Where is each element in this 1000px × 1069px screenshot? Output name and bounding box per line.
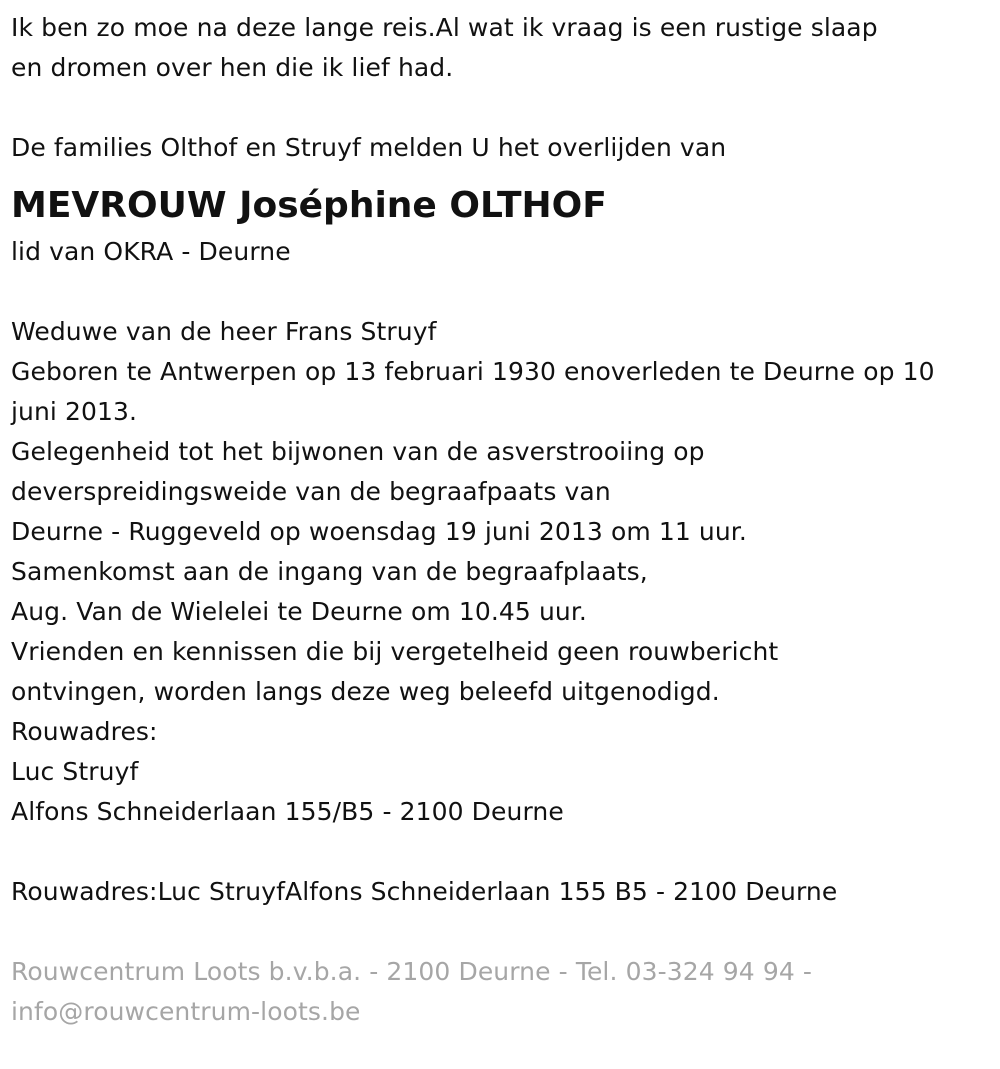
announcement-intro: De families Olthof en Struyf melden U het overlijden van: [11, 133, 727, 162]
invitation-line: Vrienden en kennissen die bij vergetelheid geen rouwbericht: [11, 637, 779, 666]
deceased-name: MEVROUW Joséphine OLTHOF: [11, 185, 607, 226]
ceremony-line: deverspreidingsweide van de begraafpaats van: [11, 477, 611, 506]
meeting-line: Samenkomst aan de ingang van de begraafplaats,: [11, 557, 648, 586]
spacer: [11, 272, 986, 312]
obituary-details: [11, 312, 986, 832]
poem-line: Ik ben zo moe na deze lange reis.Al wat ik vraag is een rustige slaap: [11, 13, 878, 42]
poem-line: en dromen over hen die ik lief had.: [11, 53, 454, 82]
membership: lid van OKRA - Deurne: [11, 237, 291, 266]
ceremony-line: Gelegenheid tot het bijwonen van de asverstrooiing op: [11, 437, 705, 466]
spacer: [11, 912, 986, 952]
birth-death-line: Geboren te Antwerpen op 13 februari 1930 enoverleden te Deurne op 10 juni 2013.: [11, 357, 935, 426]
spacer: [11, 832, 986, 872]
meeting-line: Aug. Van de Wielelei te Deurne om 10.45 uur.: [11, 597, 587, 626]
address-name: Luc Struyf: [11, 757, 139, 786]
address-label: Rouwadres:: [11, 717, 158, 746]
funeral-home-contact: Rouwcentrum Loots b.v.b.a. - 2100 Deurne - Tel. 03-324 94 94 -: [11, 957, 812, 986]
address-summary: Rouwadres:Luc StruyfAlfons Schneiderlaan 155 B5 - 2100 Deurne: [11, 877, 838, 906]
funeral-home-footer: [11, 952, 986, 1032]
funeral-home-email[interactable]: info@rouwcentrum-loots.be: [11, 997, 361, 1026]
poem: [11, 8, 986, 88]
ceremony-line: Deurne - Ruggeveld op woensdag 19 juni 2013 om 11 uur.: [11, 517, 747, 546]
obituary-notice: [11, 8, 986, 1032]
spacer: [11, 88, 986, 128]
invitation-line: ontvingen, worden langs deze weg beleefd uitgenodigd.: [11, 677, 720, 706]
widow-line: Weduwe van de heer Frans Struyf: [11, 317, 437, 346]
address-street: Alfons Schneiderlaan 155/B5 - 2100 Deurne: [11, 797, 564, 826]
